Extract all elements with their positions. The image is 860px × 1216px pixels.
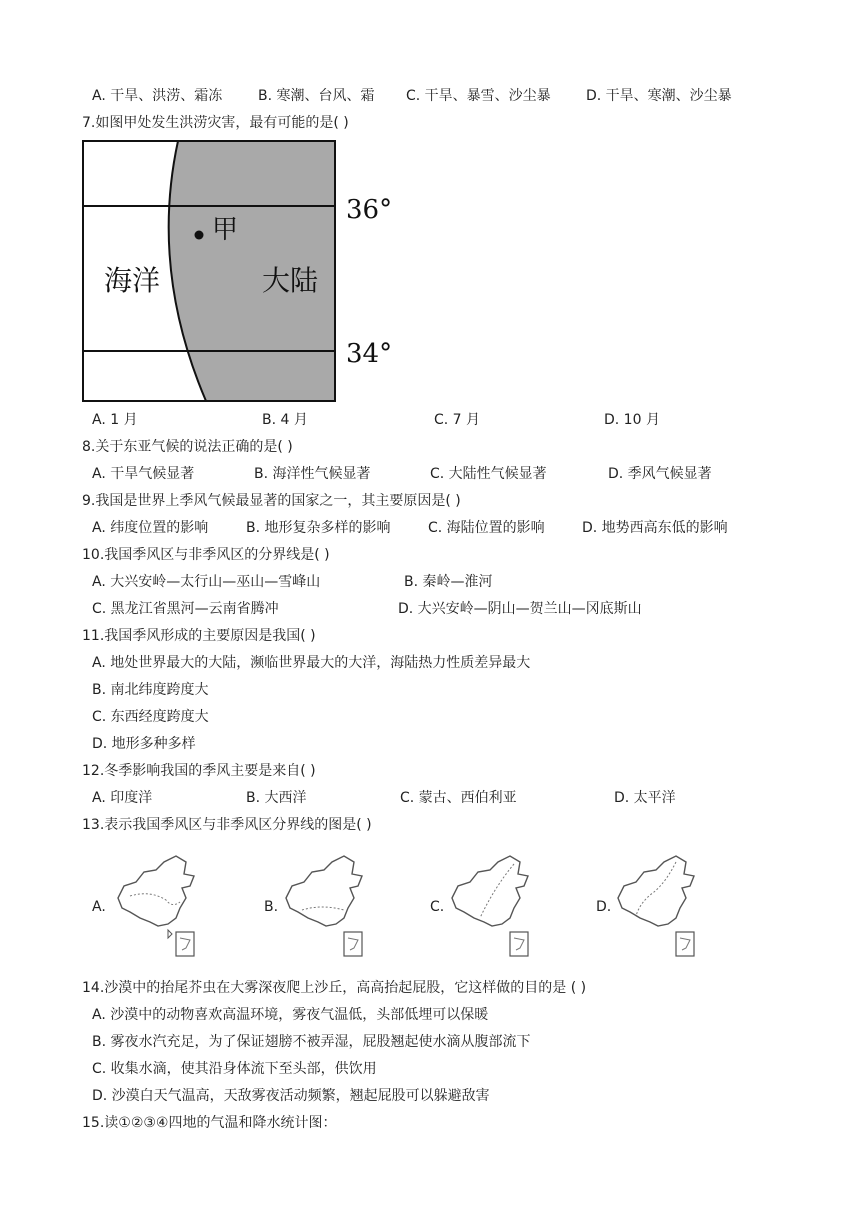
q12-option-d[interactable]: D. 太平洋 [614,790,676,806]
q12-stem: 12.冬季影响我国的季风主要是来自( ) [82,763,316,779]
point-jia-marker [195,231,204,240]
q7-option-d[interactable]: D. 10 月 [604,412,660,428]
q10-option-d[interactable]: D. 大兴安岭—阴山—贺兰山—冈底斯山 [398,601,642,617]
q7-map [82,140,392,402]
q10-option-c[interactable]: C. 黑龙江省黑河—云南省腾冲 [92,601,279,617]
q9-option-c[interactable]: C. 海陆位置的影响 [428,520,545,536]
q8-option-b[interactable]: B. 海洋性气候显著 [254,466,371,482]
q14-option-b[interactable]: B. 雾夜水汽充足，为了保证翅膀不被弄湿，屁股翘起使水滴从腹部流下 [92,1034,531,1050]
q13-map-a[interactable] [110,852,210,960]
q9-option-b[interactable]: B. 地形复杂多样的影响 [246,520,391,536]
q12-option-b[interactable]: B. 大西洋 [246,790,307,806]
q13-option-b[interactable]: B. [264,899,279,915]
q6-option-a[interactable]: A. 干旱、洪涝、霜冻 [92,88,223,104]
q11-stem: 11.我国季风形成的主要原因是我国( ) [82,628,316,644]
q6-option-d[interactable]: D. 干旱、寒潮、沙尘暴 [586,88,732,104]
land-label: 大陆 [262,264,319,297]
q14-option-d[interactable]: D. 沙漠白天气温高，天敌雾夜活动频繁，翘起屁股可以躲避敌害 [92,1088,490,1104]
q9-option-a[interactable]: A. 纬度位置的影响 [92,520,209,536]
q13-map-c[interactable] [444,852,544,960]
q14-option-a[interactable]: A. 沙漠中的动物喜欢高温环境，雾夜气温低，头部低埋可以保暖 [92,1007,489,1023]
q7-stem: 7.如图甲处发生洪涝灾害，最有可能的是( ) [82,115,349,131]
q8-option-d[interactable]: D. 季风气候显著 [608,466,712,482]
q7-option-c[interactable]: C. 7 月 [434,412,481,428]
latitude-label-36: 36° [346,195,392,225]
q14-option-c[interactable]: C. 收集水滴，使其沿身体流下至头部，供饮用 [92,1061,377,1077]
q10-option-b[interactable]: B. 秦岭—淮河 [404,574,493,590]
q7-map-figure [82,140,392,402]
q13-stem: 13.表示我国季风区与非季风区分界线的图是( ) [82,817,372,833]
q13-option-d[interactable]: D. [596,899,612,915]
latitude-label-34: 34° [346,339,392,369]
q11-option-a[interactable]: A. 地处世界最大的大陆，濒临世界最大的大洋，海陆热力性质差异最大 [92,655,531,671]
q11-option-b[interactable]: B. 南北纬度跨度大 [92,682,209,698]
q15-stem: 15.读①②③④四地的气温和降水统计图： [82,1115,337,1131]
q13-map-d[interactable] [610,852,710,960]
q6-option-c[interactable]: C. 干旱、暴雪、沙尘暴 [406,88,551,104]
q12-option-c[interactable]: C. 蒙古、西伯利亚 [400,790,517,806]
q8-option-c[interactable]: C. 大陆性气候显著 [430,466,547,482]
q11-option-c[interactable]: C. 东西经度跨度大 [92,709,209,725]
point-jia-label: 甲 [212,215,239,245]
q8-option-a[interactable]: A. 干旱气候显著 [92,466,195,482]
q11-option-d[interactable]: D. 地形多种多样 [92,736,196,752]
q13-option-a[interactable]: A. [92,899,106,915]
q7-option-a[interactable]: A. 1 月 [92,412,138,428]
q8-stem: 8.关于东亚气候的说法正确的是( ) [82,439,293,455]
q6-option-b[interactable]: B. 寒潮、台风、霜 [258,88,375,104]
ocean-label: 海洋 [104,264,161,297]
q12-option-a[interactable]: A. 印度洋 [92,790,153,806]
q9-stem: 9.我国是世界上季风气候最显著的国家之一，其主要原因是( ) [82,493,461,509]
q10-stem: 10.我国季风区与非季风区的分界线是( ) [82,547,330,563]
q14-stem: 14.沙漠中的抬尾芥虫在大雾深夜爬上沙丘，高高抬起屁股，它这样做的目的是 ( ) [82,980,587,996]
q13-map-b[interactable] [278,852,378,960]
q9-option-d[interactable]: D. 地势西高东低的影响 [582,520,728,536]
q7-option-b[interactable]: B. 4 月 [262,412,308,428]
q10-option-a[interactable]: A. 大兴安岭—太行山—巫山—雪峰山 [92,574,321,590]
q13-option-c[interactable]: C. [430,899,445,915]
